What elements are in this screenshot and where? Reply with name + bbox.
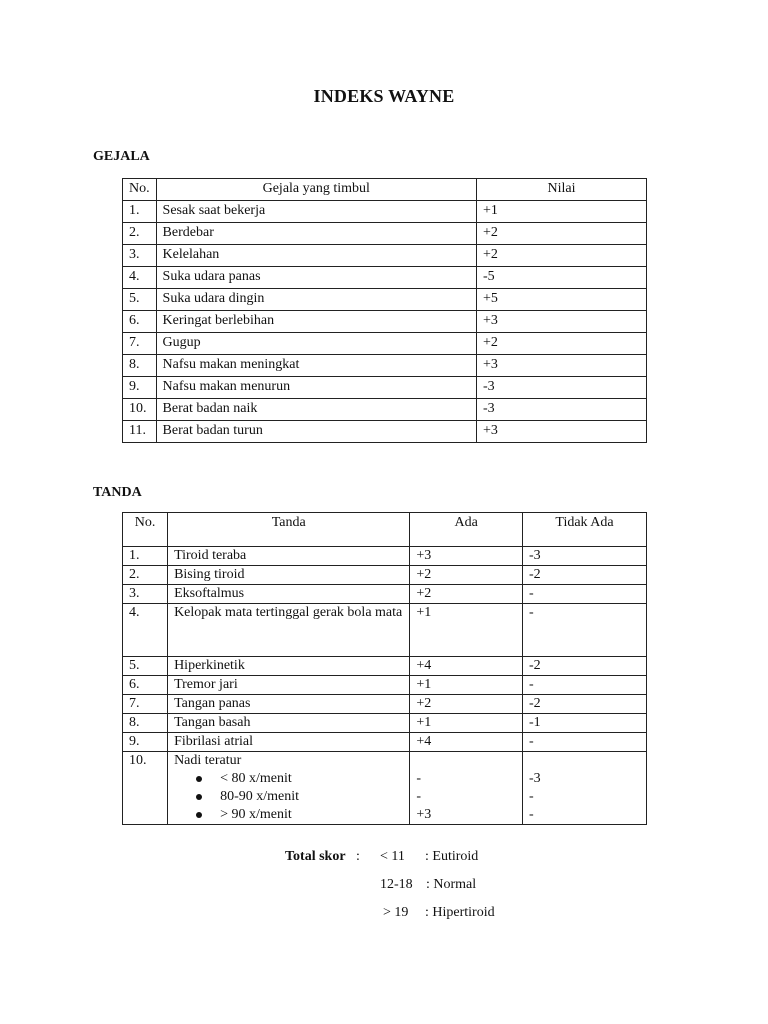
tanda-row-ada: +3: [410, 547, 523, 566]
gejala-heading: GEJALA: [93, 149, 150, 164]
gejala-row: [123, 223, 647, 245]
tanda-table: [122, 512, 647, 825]
tanda-row-nadi: [123, 752, 647, 825]
tanda-row: [123, 604, 647, 657]
gejala-row-symptom: Gugup: [156, 333, 476, 355]
gejala-row: [123, 377, 647, 399]
gejala-row-no: 11.: [123, 421, 157, 443]
tanda-header-row: [123, 513, 647, 547]
tanda-row-sign: Kelopak mata tertinggal gerak bola mata: [168, 604, 410, 657]
tanda-row-no: 7.: [123, 695, 168, 714]
tanda-heading: TANDA: [93, 485, 142, 500]
tanda-row-sign: Bising tiroid: [168, 566, 410, 585]
tanda-row: [123, 733, 647, 752]
tanda-row: [123, 547, 647, 566]
gejala-row-no: 6.: [123, 311, 157, 333]
gejala-row: [123, 289, 647, 311]
gejala-row: [123, 421, 647, 443]
gejala-row-no: 4.: [123, 267, 157, 289]
gejala-row: [123, 201, 647, 223]
gejala-header-row: [123, 179, 647, 201]
gejala-header-no: No.: [123, 179, 157, 201]
nadi-tidak-ada-value: -: [529, 807, 534, 822]
tanda-row-ada: +2: [410, 585, 523, 604]
gejala-row-value: -3: [477, 399, 647, 421]
tanda-row-ada: +1: [410, 714, 523, 733]
tanda-row-sign: Eksoftalmus: [168, 585, 410, 604]
tanda-row-ada: +4: [410, 657, 523, 676]
gejala-row-symptom: Berdebar: [156, 223, 476, 245]
tanda-row-tidak-ada: -3: [523, 547, 647, 566]
tanda-row: [123, 566, 647, 585]
gejala-header-value: Nilai: [477, 179, 647, 201]
tanda-row-tidak-ada: [523, 752, 647, 825]
tanda-row-no: 9.: [123, 733, 168, 752]
gejala-row-value: +5: [477, 289, 647, 311]
gejala-row-value: +1: [477, 201, 647, 223]
gejala-row: [123, 333, 647, 355]
tanda-row-no: 2.: [123, 566, 168, 585]
tanda-row-sign: Tangan basah: [168, 714, 410, 733]
tanda-row-tidak-ada: -2: [523, 566, 647, 585]
gejala-row-symptom: Keringat berlebihan: [156, 311, 476, 333]
gejala-row-symptom: Berat badan naik: [156, 399, 476, 421]
tanda-row-no: 3.: [123, 585, 168, 604]
tanda-row-ada: +1: [410, 676, 523, 695]
tanda-row-tidak-ada: -2: [523, 657, 647, 676]
nadi-ada-value: +3: [416, 807, 432, 822]
tanda-row: [123, 695, 647, 714]
tanda-row: [123, 585, 647, 604]
tanda-row-tidak-ada: -1: [523, 714, 647, 733]
nadi-bullet-list: [174, 770, 403, 824]
gejala-row: [123, 399, 647, 421]
tanda-row-ada: +2: [410, 566, 523, 585]
gejala-row-no: 8.: [123, 355, 157, 377]
gejala-row: [123, 245, 647, 267]
tanda-row-tidak-ada: -: [523, 676, 647, 695]
nadi-tidak-ada-value: -: [529, 789, 534, 804]
tanda-header-ada: Ada: [410, 513, 523, 547]
gejala-row-symptom: Nafsu makan meningkat: [156, 355, 476, 377]
gejala-row-symptom: Suka udara panas: [156, 267, 476, 289]
gejala-header-symptom: Gejala yang timbul: [156, 179, 476, 201]
nadi-ada-value: -: [416, 789, 421, 804]
tanda-row-sign: Fibrilasi atrial: [168, 733, 410, 752]
score-range: 12-18: [380, 877, 413, 892]
tanda-row: [123, 676, 647, 695]
tanda-row-tidak-ada: -: [523, 604, 647, 657]
gejala-row-no: 9.: [123, 377, 157, 399]
nadi-tidak-ada-value: -3: [529, 771, 541, 786]
tanda-row-no: 1.: [123, 547, 168, 566]
gejala-row-symptom: Nafsu makan menurun: [156, 377, 476, 399]
page-title: INDEKS WAYNE: [313, 86, 455, 106]
total-score-colon: :: [356, 849, 360, 864]
tanda-row: [123, 657, 647, 676]
gejala-row-no: 1.: [123, 201, 157, 223]
tanda-row-no: 8.: [123, 714, 168, 733]
spacer: [416, 752, 516, 770]
score-desc: : Normal: [426, 877, 477, 892]
tanda-row-ada: +4: [410, 733, 523, 752]
gejala-row-value: +3: [477, 311, 647, 333]
tanda-row-ada: +2: [410, 695, 523, 714]
tanda-row-sign: Tiroid teraba: [168, 547, 410, 566]
tanda-row-tidak-ada: -: [523, 733, 647, 752]
tanda-row-sign: Hiperkinetik: [168, 657, 410, 676]
score-desc: : Hipertiroid: [425, 905, 495, 920]
gejala-row-no: 2.: [123, 223, 157, 245]
tanda-row-no: 4.: [123, 604, 168, 657]
gejala-row-symptom: Suka udara dingin: [156, 289, 476, 311]
tanda-header-tidak-ada: Tidak Ada: [523, 513, 647, 547]
tanda-header-sign: Tanda: [168, 513, 410, 547]
tanda-row-ada: [410, 752, 523, 825]
gejala-row: [123, 355, 647, 377]
tanda-row-ada: +1: [410, 604, 523, 657]
tanda-row-no: 5.: [123, 657, 168, 676]
nadi-ada-value: -: [416, 771, 421, 786]
gejala-row: [123, 267, 647, 289]
nadi-bullet-item: 80-90 x/menit: [196, 788, 403, 806]
score-range: < 11: [380, 849, 405, 864]
gejala-row-no: 5.: [123, 289, 157, 311]
gejala-row-no: 10.: [123, 399, 157, 421]
tanda-row-sign: [168, 752, 410, 825]
score-desc: : Eutiroid: [425, 849, 479, 864]
tanda-row-tidak-ada: -2: [523, 695, 647, 714]
gejala-row-value: +2: [477, 245, 647, 267]
gejala-row-symptom: Sesak saat bekerja: [156, 201, 476, 223]
total-score-label: Total skor: [285, 849, 346, 864]
gejala-row-no: 7.: [123, 333, 157, 355]
gejala-row-value: -3: [477, 377, 647, 399]
gejala-row-value: +3: [477, 355, 647, 377]
tanda-row-tidak-ada: -: [523, 585, 647, 604]
gejala-row-value: -5: [477, 267, 647, 289]
score-range: > 19: [383, 905, 409, 920]
tanda-row-sign: Tangan panas: [168, 695, 410, 714]
tanda-header-no: No.: [123, 513, 168, 547]
tanda-row-no: 6.: [123, 676, 168, 695]
gejala-row-symptom: Kelelahan: [156, 245, 476, 267]
gejala-row: [123, 311, 647, 333]
gejala-table: [122, 178, 647, 443]
nadi-bullet-item: > 90 x/menit: [196, 806, 403, 824]
tanda-row: [123, 714, 647, 733]
gejala-row-value: +2: [477, 333, 647, 355]
nadi-bullet-item: < 80 x/menit: [196, 770, 403, 788]
gejala-row-value: +3: [477, 421, 647, 443]
tanda-row-no: 10.: [123, 752, 168, 825]
spacer: [529, 752, 640, 770]
gejala-row-symptom: Berat badan turun: [156, 421, 476, 443]
gejala-row-value: +2: [477, 223, 647, 245]
gejala-row-no: 3.: [123, 245, 157, 267]
tanda-row-sign: Tremor jari: [168, 676, 410, 695]
nadi-title: Nadi teratur: [174, 753, 242, 768]
